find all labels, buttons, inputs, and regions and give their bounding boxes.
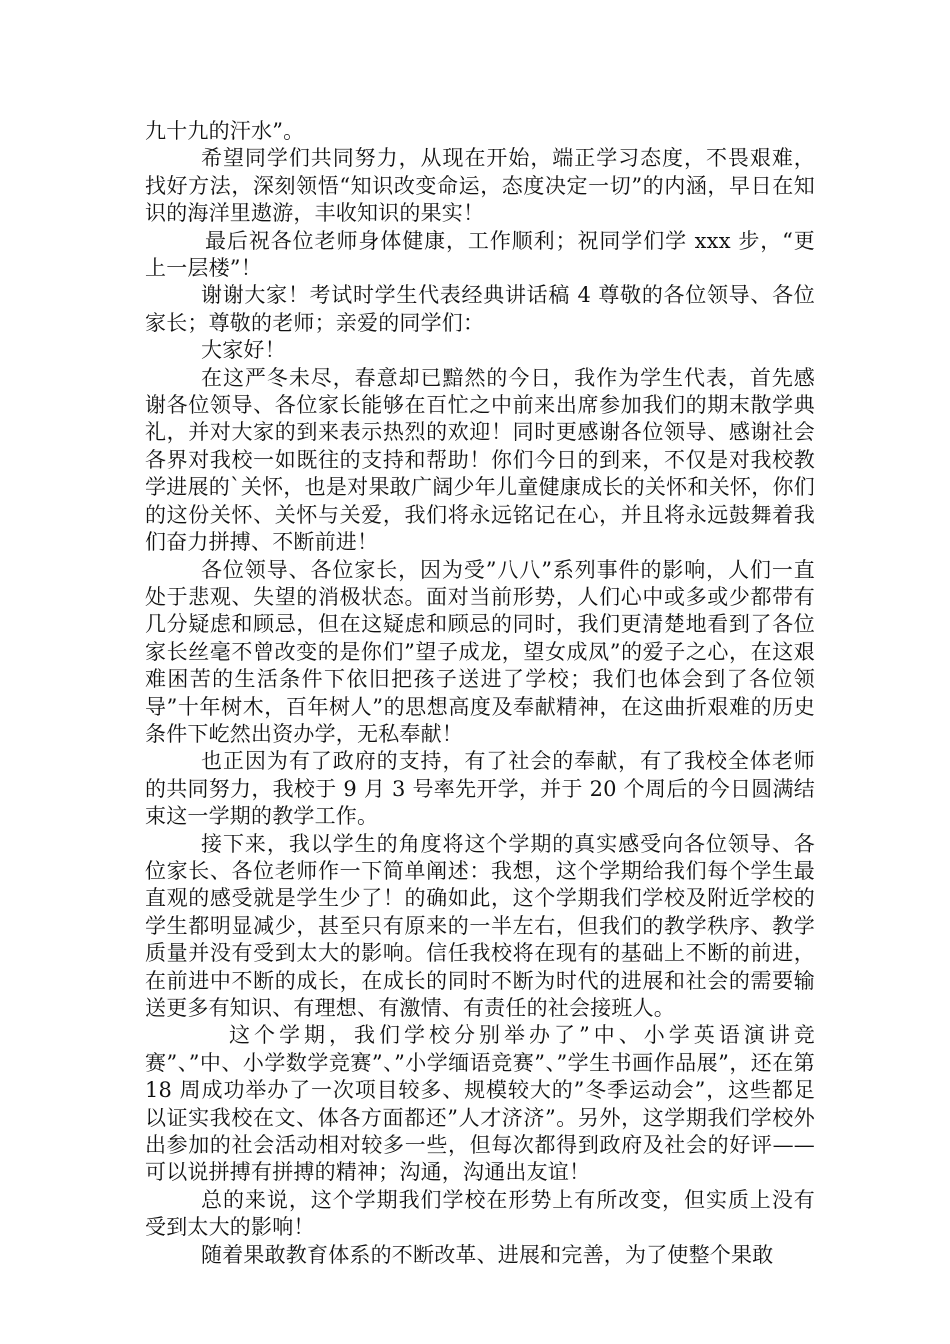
paragraph-8: 也正因为有了政府的支持，有了社会的奉献，有了我校全体老师的共同努力，我校于 9 月 3 号率先开学，并于 20 个周后的今日圆满结束这一学期的教学工作。 <box>145 749 815 829</box>
document-body <box>145 118 815 1269</box>
paragraph-1: 九十九的汗水”。 <box>145 119 305 143</box>
paragraph-7: 各位领导、各位家长，因为受”八八”系列事件的影响，人们一直处于悲观、失望的消极状态。面对当前形势，人们心中或多或少都带有几分疑虑和顾忌，但在这疑虑和顾忌的同时，我们更清楚地看到了各位家长丝毫不曾改变的是你们”望子成龙，望女成凤”的爱子之心，在这艰难困苦的生活条件下依旧把孩子送进了学校；我们也体会到了各位领导”十年树木，百年树人”的思想高度及奉献精神，在这曲折艰难的历史条件下屹然出资办学，无私奉献！ <box>145 557 815 746</box>
paragraph-5: 大家好！ <box>201 338 286 363</box>
paragraph-3: 最后祝各位老师身体健康，工作顺利；祝同学们学 xxx 步，“更上一层楼”！ <box>145 228 815 281</box>
paragraph-11: 总的来说，这个学期我们学校在形势上有所改变，但实质上没有受到太大的影响！ <box>145 1187 815 1240</box>
paragraph-2: 希望同学们共同努力，从现在开始，端正学习态度，不畏艰难，找好方法，深刻领悟“知识改变命运，态度决定一切”的内涵，早日在知识的海洋里遨游，丰收知识的果实！ <box>145 146 815 226</box>
paragraph-4: 谢谢大家！考试时学生代表经典讲话稿 4 尊敬的各位领导、各位家长；尊敬的老师；亲爱的同学们： <box>145 283 815 335</box>
paragraph-9: 接下来，我以学生的角度将这个学期的真实感受向各位领导、各位家长、各位老师作一下简单阐述：我想，这个学期给我们每个学生最直观的感受就是学生少了！的确如此，这个学期我们学校及附近学校的学生都明显减少，甚至只有原来的一半左右，但我们的教学秩序、教学质量并没有受到太大的影响。信任我校将在现有的基础上不断的前进，在前进中不断的成长，在成长的同时不断为时代的进展和社会的需要输送更多有知识、有理想、有激情、有责任的社会接班人。 <box>145 831 815 1020</box>
paragraph-10: 这个学期，我们学校分别举办了”中、小学英语演讲竞赛”、”中、小学数学竞赛”、”小学缅语竞赛”、”学生书画作品展”，还在第 18 周成功举办了一次项目较多、规模较大的”冬季运动会”，这些都足以证实我校在文、体各方面都还”人才济济”。另外，这学期我们学校外出参加的社会活动相对较多一些，但每次都得到政府及社会的好评——可以说拼搏有拼搏的精神；沟通，沟通出友谊！ <box>145 1023 815 1185</box>
paragraph-12: 随着果敢教育体系的不断改革、进展和完善，为了使整个果敢 <box>201 1242 774 1267</box>
paragraph-6: 在这严冬未尽，春意却已黯然的今日，我作为学生代表，首先感谢各位领导、各位家长能够在百忙之中前来出席参加我们的期末散学典礼，并对大家的到来表示热烈的欢迎！同时更感谢各位领导、感谢社会各界对我校一如既往的支持和帮助！你们今日的到来，不仅是对我校教学进展的`关怀，也是对果敢广阔少年儿童健康成长的关怀和关怀，你们的这份关怀、关怀与关爱，我们将永远铭记在心，并且将永远鼓舞着我们奋力拼搏、不断前进！ <box>145 365 815 555</box>
